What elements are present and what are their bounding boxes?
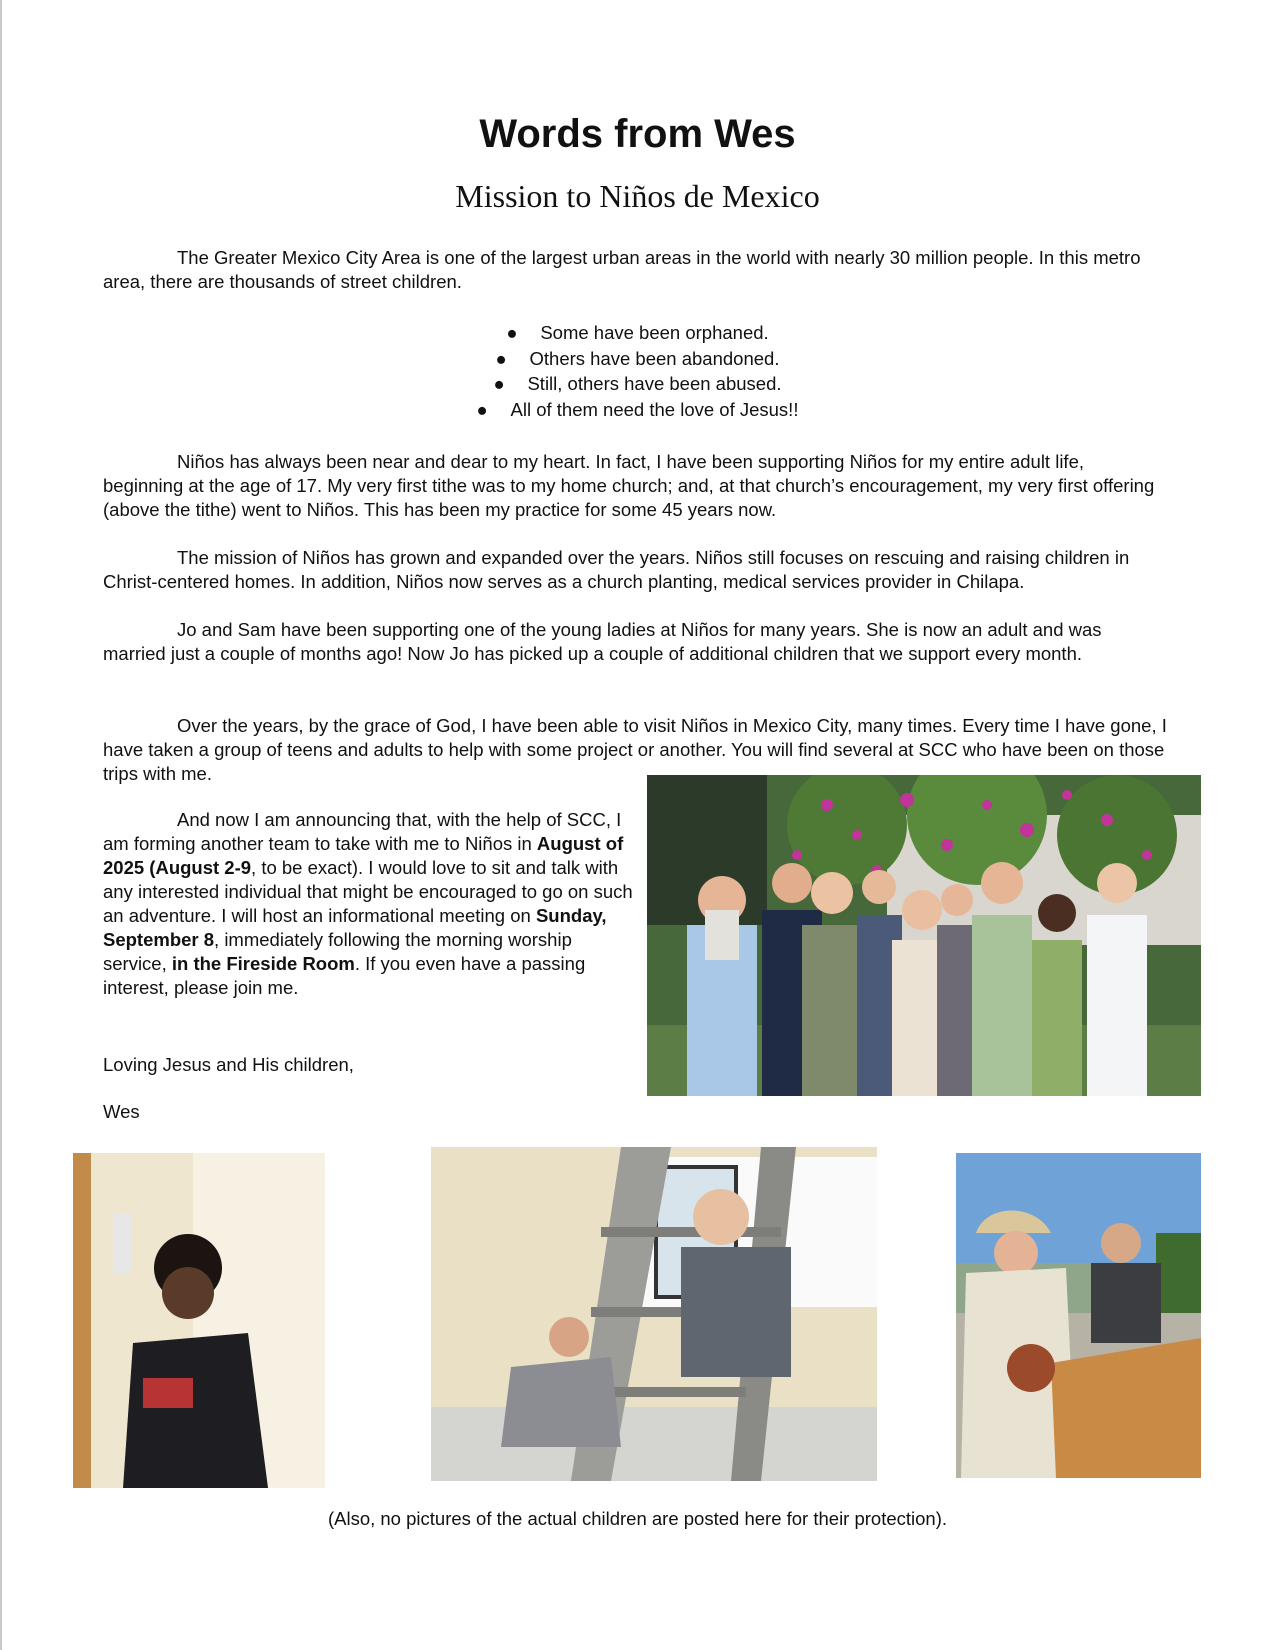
bullet-item: ● All of them need the love of Jesus!! — [0, 397, 1275, 423]
bullet-dot-icon: ● — [493, 373, 505, 394]
paragraph-history: Niños has always been near and dear to my heart. In fact, I have been supporting Niños for my entire adult life, beginning at the age of 17. My very first tithe was to my home church; and, at that church’s encouragement, my very first offering (above the tithe) went to Niños. This has been my practice for some 45 years now. — [103, 451, 1155, 520]
paragraph-mission: The mission of Niños has grown and expanded over the years. Niños still focuses on rescuing and raising children in Christ-centered homes. In addition, Niños now serves as a church planting, medical services provider in Chilapa. — [103, 547, 1130, 592]
group-photo — [647, 775, 1201, 1096]
closing-line: Loving Jesus and His children, — [103, 1054, 354, 1075]
bullet-dot-icon: ● — [495, 347, 507, 369]
bullet-item: ● Still, others have been abused. — [0, 371, 1275, 397]
bullet-dot-icon: ● — [506, 322, 518, 343]
page-title: Words from Wes — [479, 112, 796, 156]
page-subtitle: Mission to Niños de Mexico — [455, 178, 820, 214]
page-edge — [0, 0, 2, 1650]
saw-photo — [956, 1153, 1201, 1478]
painting-photo — [73, 1153, 325, 1488]
paragraph-support: Jo and Sam have been supporting one of the young ladies at Niños for many years. She is now an adult and was married just a couple of months ago! Now Jo has picked up a couple of additional children that we support every month. — [103, 619, 1102, 664]
bullet-list — [0, 320, 1275, 422]
paragraph-announcement: And now I am announcing that, with the help of SCC, I am forming another team to take with me to Niños in August of 2025 (August 2-9, to be exact). I would love to sit and talk with any interested individual that might be encouraged to go on such an adventure. I will host an informational meeting on Sunday, September 8, immediately following the morning worship service, in the Fireside Room. If you even have a passing interest, please join me. — [103, 809, 633, 998]
paragraph-visits: Over the years, by the grace of God, I have been able to visit Niños in Mexico City, many times. Every time I have gone, I have taken a group of teens and adults to help with some project or another. You will find several at SCC who have been on those trips with me. — [103, 715, 1167, 784]
photo-caption: (Also, no pictures of the actual children are posted here for their protection). — [327, 1508, 948, 1529]
bullet-item: ● Some have been orphaned. — [0, 320, 1275, 346]
signature: Wes — [103, 1101, 140, 1122]
bullet-item: ● Others have been abandoned. — [0, 346, 1275, 372]
bullet-dot-icon: ● — [476, 398, 488, 420]
ladder-photo — [431, 1147, 877, 1481]
intro-paragraph: The Greater Mexico City Area is one of the largest urban areas in the world with nearly 30 million people. In this metro area, there are thousands of street children. — [103, 247, 1141, 292]
